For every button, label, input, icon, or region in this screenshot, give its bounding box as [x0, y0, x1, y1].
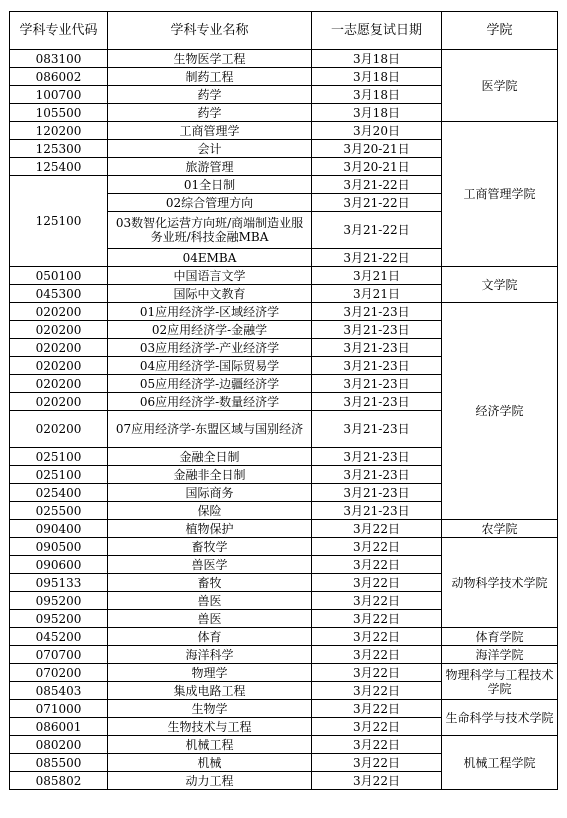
- table-row: [10, 538, 558, 556]
- college-cell: 体育学院: [442, 628, 558, 646]
- code-cell: 085500: [10, 754, 108, 772]
- date-cell: 3月22日: [312, 610, 442, 628]
- code-cell: 020200: [10, 393, 108, 411]
- date-cell: 3月22日: [312, 700, 442, 718]
- code-cell: 070200: [10, 664, 108, 682]
- name-cell: 制药工程: [108, 68, 312, 86]
- name-cell: 生物学: [108, 700, 312, 718]
- college-cell: 生命科学与技术学院: [442, 700, 558, 736]
- header-row: [10, 12, 558, 50]
- name-cell: 体育: [108, 628, 312, 646]
- date-cell: 3月21-22日: [312, 176, 442, 194]
- name-cell: 04应用经济学-国际贸易学: [108, 357, 312, 375]
- code-cell: 090400: [10, 520, 108, 538]
- date-cell: 3月21-23日: [312, 466, 442, 484]
- date-cell: 3月20-21日: [312, 140, 442, 158]
- date-cell: 3月21-22日: [312, 194, 442, 212]
- date-cell: 3月20日: [312, 122, 442, 140]
- date-cell: 3月22日: [312, 646, 442, 664]
- date-cell: 3月21-23日: [312, 339, 442, 357]
- name-cell: 兽医学: [108, 556, 312, 574]
- name-cell: 02综合管理方向: [108, 194, 312, 212]
- code-cell: 083100: [10, 50, 108, 68]
- code-cell: 105500: [10, 104, 108, 122]
- date-cell: 3月21-23日: [312, 393, 442, 411]
- date-cell: 3月22日: [312, 664, 442, 682]
- name-cell: 国际中文教育: [108, 285, 312, 303]
- date-cell: 3月22日: [312, 754, 442, 772]
- table-row: [10, 700, 558, 718]
- code-cell: 020200: [10, 321, 108, 339]
- name-cell: 国际商务: [108, 484, 312, 502]
- date-cell: 3月21-23日: [312, 411, 442, 448]
- date-cell: 3月18日: [312, 68, 442, 86]
- code-cell: 050100: [10, 267, 108, 285]
- date-cell: 3月22日: [312, 520, 442, 538]
- code-cell: 086001: [10, 718, 108, 736]
- table-row: [10, 303, 558, 321]
- name-cell: 畜牧学: [108, 538, 312, 556]
- name-cell: 集成电路工程: [108, 682, 312, 700]
- table-row: [10, 267, 558, 285]
- date-cell: 3月21日: [312, 267, 442, 285]
- code-cell: 085802: [10, 772, 108, 790]
- name-cell: 兽医: [108, 610, 312, 628]
- code-cell: 086002: [10, 68, 108, 86]
- name-cell: 海洋科学: [108, 646, 312, 664]
- name-cell: 植物保护: [108, 520, 312, 538]
- table-row: [10, 736, 558, 754]
- date-cell: 3月22日: [312, 538, 442, 556]
- code-cell: 025400: [10, 484, 108, 502]
- date-cell: 3月20-21日: [312, 158, 442, 176]
- name-cell: 工商管理学: [108, 122, 312, 140]
- name-cell: 生物医学工程: [108, 50, 312, 68]
- header-name: 学科专业名称: [108, 12, 312, 50]
- date-cell: 3月22日: [312, 556, 442, 574]
- date-cell: 3月22日: [312, 592, 442, 610]
- header-college: 学院: [442, 12, 558, 50]
- name-cell: 动力工程: [108, 772, 312, 790]
- date-cell: 3月21日: [312, 285, 442, 303]
- date-cell: 3月22日: [312, 772, 442, 790]
- code-cell: 020200: [10, 411, 108, 448]
- name-cell: 01全日制: [108, 176, 312, 194]
- date-cell: 3月21-23日: [312, 484, 442, 502]
- code-cell: 025100: [10, 448, 108, 466]
- code-cell: 125100: [10, 176, 108, 267]
- date-cell: 3月21-23日: [312, 448, 442, 466]
- name-cell: 06应用经济学-数量经济学: [108, 393, 312, 411]
- college-cell: 农学院: [442, 520, 558, 538]
- code-cell: 120200: [10, 122, 108, 140]
- name-cell: 保险: [108, 502, 312, 520]
- code-cell: 100700: [10, 86, 108, 104]
- header-code: 学科专业代码: [10, 12, 108, 50]
- code-cell: 095200: [10, 610, 108, 628]
- code-cell: 045200: [10, 628, 108, 646]
- college-cell: 经济学院: [442, 303, 558, 520]
- code-cell: 070700: [10, 646, 108, 664]
- name-cell: 03应用经济学-产业经济学: [108, 339, 312, 357]
- exam-schedule-table: [9, 11, 558, 790]
- name-cell: 物理学: [108, 664, 312, 682]
- name-cell: 畜牧: [108, 574, 312, 592]
- code-cell: 125300: [10, 140, 108, 158]
- code-cell: 090600: [10, 556, 108, 574]
- college-cell: 医学院: [442, 50, 558, 122]
- name-cell: 04EMBA: [108, 249, 312, 267]
- name-cell: 会计: [108, 140, 312, 158]
- name-cell: 生物技术与工程: [108, 718, 312, 736]
- name-cell: 中国语言文学: [108, 267, 312, 285]
- name-cell: 药学: [108, 104, 312, 122]
- table-row: [10, 628, 558, 646]
- code-cell: 095133: [10, 574, 108, 592]
- college-cell: 工商管理学院: [442, 122, 558, 267]
- date-cell: 3月18日: [312, 50, 442, 68]
- date-cell: 3月22日: [312, 574, 442, 592]
- code-cell: 080200: [10, 736, 108, 754]
- code-cell: 020200: [10, 375, 108, 393]
- name-cell: 兽医: [108, 592, 312, 610]
- date-cell: 3月21-23日: [312, 357, 442, 375]
- date-cell: 3月18日: [312, 86, 442, 104]
- code-cell: 020200: [10, 357, 108, 375]
- code-cell: 071000: [10, 700, 108, 718]
- table-row: [10, 646, 558, 664]
- name-cell: 02应用经济学-金融学: [108, 321, 312, 339]
- code-cell: 095200: [10, 592, 108, 610]
- college-cell: 机械工程学院: [442, 736, 558, 790]
- code-cell: 090500: [10, 538, 108, 556]
- date-cell: 3月18日: [312, 104, 442, 122]
- date-cell: 3月21-22日: [312, 249, 442, 267]
- college-cell: 物理科学与工程技术学院: [442, 664, 558, 700]
- date-cell: 3月21-23日: [312, 375, 442, 393]
- code-cell: 025100: [10, 466, 108, 484]
- code-cell: 125400: [10, 158, 108, 176]
- college-cell: 动物科学技术学院: [442, 538, 558, 628]
- date-cell: 3月21-23日: [312, 502, 442, 520]
- table-row: [10, 122, 558, 140]
- table-row: [10, 520, 558, 538]
- name-cell: 07应用经济学-东盟区域与国别经济: [108, 411, 312, 448]
- name-cell: 机械工程: [108, 736, 312, 754]
- code-cell: 025500: [10, 502, 108, 520]
- date-cell: 3月21-23日: [312, 321, 442, 339]
- code-cell: 085403: [10, 682, 108, 700]
- date-cell: 3月21-23日: [312, 303, 442, 321]
- table-row: [10, 664, 558, 682]
- code-cell: 020200: [10, 303, 108, 321]
- date-cell: 3月21-22日: [312, 212, 442, 249]
- name-cell: 旅游管理: [108, 158, 312, 176]
- name-cell: 01应用经济学-区域经济学: [108, 303, 312, 321]
- name-cell: 金融全日制: [108, 448, 312, 466]
- name-cell: 药学: [108, 86, 312, 104]
- table-row: [10, 50, 558, 68]
- code-cell: 020200: [10, 339, 108, 357]
- college-cell: 文学院: [442, 267, 558, 303]
- header-date: 一志愿复试日期: [312, 12, 442, 50]
- name-cell: 机械: [108, 754, 312, 772]
- date-cell: 3月22日: [312, 682, 442, 700]
- name-cell: 05应用经济学-边疆经济学: [108, 375, 312, 393]
- code-cell: 045300: [10, 285, 108, 303]
- date-cell: 3月22日: [312, 718, 442, 736]
- date-cell: 3月22日: [312, 736, 442, 754]
- name-cell: 金融非全日制: [108, 466, 312, 484]
- name-cell: 03数智化运营方向班/商端制造业服务业班/科技金融MBA: [108, 212, 312, 249]
- date-cell: 3月22日: [312, 628, 442, 646]
- college-cell: 海洋学院: [442, 646, 558, 664]
